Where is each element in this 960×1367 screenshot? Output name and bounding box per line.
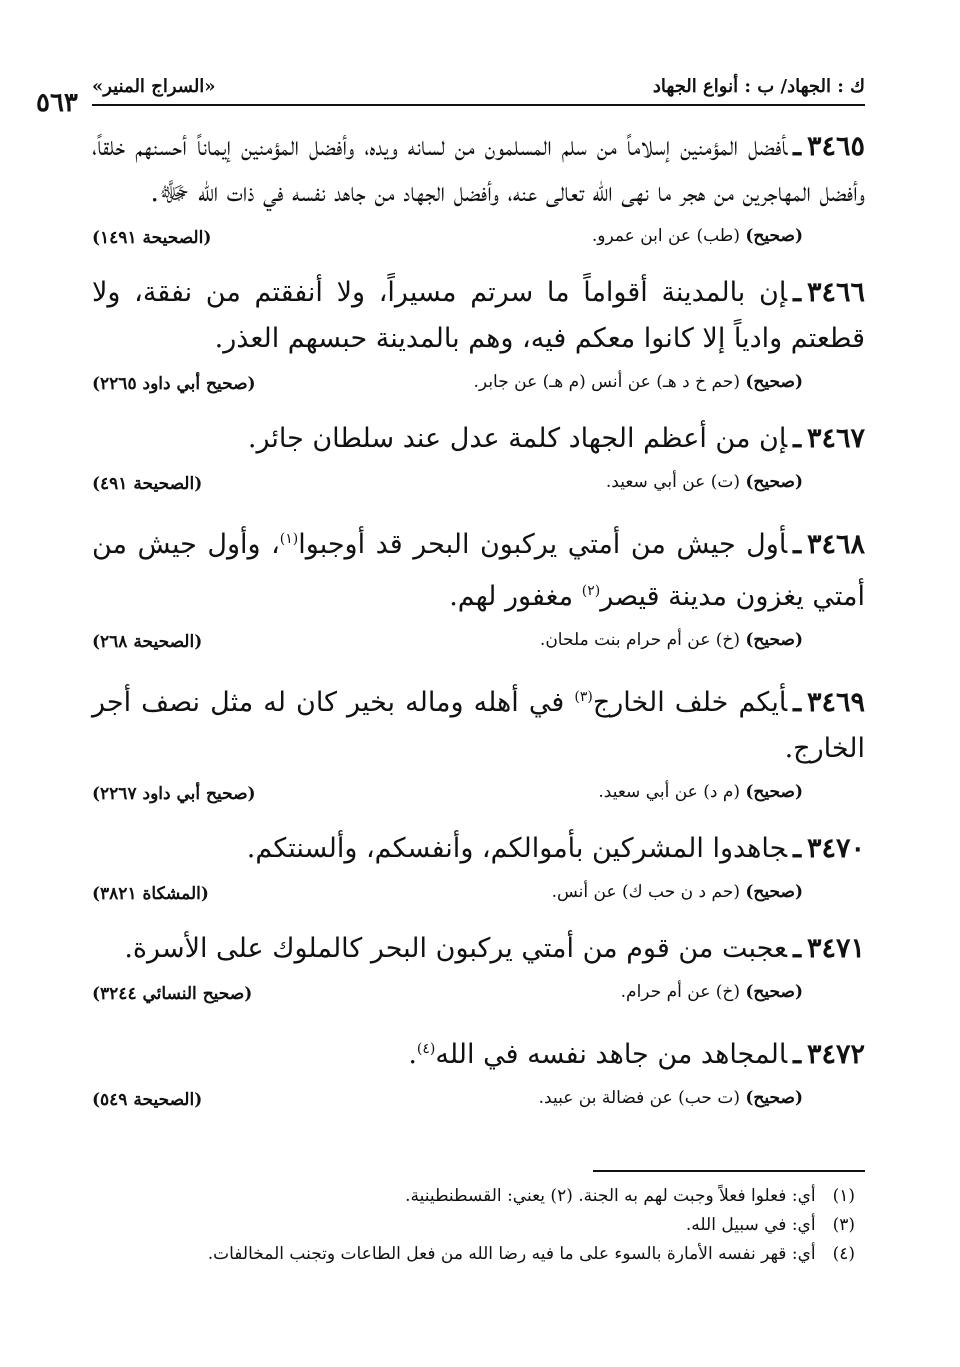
hadith-grading bbox=[92, 882, 803, 916]
hadith-source: (صحيح النسائي ٣٢٤٤) bbox=[92, 984, 253, 1004]
hadith-number: ٣٤٧٢ bbox=[806, 1039, 865, 1070]
hadith-number: ٣٤٦٦ bbox=[806, 277, 865, 308]
hadith-body-cont: في أهله وماله بخير كان له مثل نصف أجر الخارج. bbox=[92, 687, 865, 764]
hadith-grading bbox=[92, 472, 803, 506]
hadith-body: أفضل المؤمنين إسلاماً من سلم المسلمون من لسانه ويده، وأفضل المؤمنين إيماناً أحسنهم خلقاً، وأفضل المهاجرين من هجر ما نهى الله تعالى عنه، وأفضل الجهاد من جاهد نفسه في ذات الله ﷻ. bbox=[92, 131, 865, 208]
footnote bbox=[92, 1211, 855, 1240]
hadith-number: ٣٤٦٥ bbox=[806, 131, 865, 162]
footnote-ref: (١) bbox=[279, 531, 299, 547]
hadith-text: ٣٤٦٨ـأول جيش من أمتي يركبون البحر قد أوجبوا$^{(١)}$، وأول جيش من أمتي يغزون مدينة قيصر$^{(٢)}$ مغفور لهم. bbox=[92, 529, 866, 612]
hadith-body: أيكم خلف الخارج bbox=[592, 687, 788, 718]
hadith-grade: (صحيح) bbox=[745, 982, 803, 1002]
hadith-entry bbox=[92, 270, 865, 406]
footnote bbox=[92, 1240, 855, 1269]
page-number: ٥٦٣ bbox=[36, 88, 78, 118]
hadith-narrator: (خ) عن أم حرام بنت ملحان. bbox=[539, 630, 740, 650]
footnote-ref: (٣) bbox=[574, 689, 593, 705]
hadith-body-end: مغفور لهم. bbox=[449, 581, 582, 612]
hadith-text: ٣٤٦٥ـأفضل المؤمنين إسلاماً من سلم المسلمون من لسانه ويده، وأفضل المؤمنين إيماناً أحسنهم خلقاً، وأفضل المهاجرين من هجر ما نهى الله تعالى عنه، وأفضل الجهاد من جاهد نفسه في ذات الله ﷻ. bbox=[92, 131, 865, 208]
hadith-source: (الصحيحة ٢٦٨) bbox=[92, 632, 203, 652]
book-title: «السراج المنير» bbox=[92, 76, 216, 97]
hadith-source: (الصحيحة ١٤٩١) bbox=[92, 228, 212, 248]
hadith-entry bbox=[92, 124, 865, 260]
hadith-grade: (صحيح) bbox=[745, 1088, 803, 1108]
header-rule bbox=[92, 104, 865, 106]
hadith-grade: (صحيح) bbox=[745, 372, 803, 392]
footnote-ref: (٢) bbox=[581, 583, 601, 599]
footnote-number: (٣) bbox=[832, 1215, 855, 1235]
hadith-narrator: (حم خ د هـ) عن أنس (م هـ) عن جابر. bbox=[473, 372, 740, 392]
footnotes bbox=[92, 1182, 855, 1269]
hadith-grade: (صحيح) bbox=[745, 472, 803, 492]
hadith-grading bbox=[92, 982, 803, 1016]
hadith-text: ٣٤٧٠ـجاهدوا المشركين بأموالكم، وأنفسكم، وألسنتكم. bbox=[246, 833, 865, 864]
hadith-entry bbox=[92, 926, 865, 1016]
hadith-grading bbox=[92, 372, 803, 406]
hadith-body: عجبت من قوم من أمتي يركبون البحر كالملوك على الأسرة. bbox=[124, 933, 788, 964]
hadith-body-cont: ، وأول جيش من أمتي يغزون مدينة قيصر bbox=[92, 529, 865, 612]
hadith-grade: (صحيح) bbox=[745, 882, 803, 902]
hadith-grade: (صحيح) bbox=[745, 782, 803, 802]
hadith-narrator: (ت) عن أبي سعيد. bbox=[605, 472, 740, 492]
hadith-grading bbox=[92, 226, 803, 260]
hadith-source: (المشكاة ٣٨٢١) bbox=[92, 884, 209, 904]
page-header bbox=[92, 72, 865, 106]
footnote-number: (٤) bbox=[832, 1244, 855, 1264]
hadith-body: إن من أعظم الجهاد كلمة عدل عند سلطان جائر. bbox=[247, 423, 788, 454]
hadith-body: إن بالمدينة أقواماً ما سرتم مسيراً، ولا أنفقتم من نفقة، ولا قطعتم وادياً إلا كانوا معكم فيه، وهم بالمدينة حبسهم العذر. bbox=[92, 277, 865, 354]
chapter-title: ك : الجهاد/ ب : أنواع الجهاد bbox=[652, 76, 865, 97]
hadith-narrator: (خ) عن أم حرام. bbox=[620, 982, 740, 1002]
hadith-body: المجاهد من جاهد نفسه في الله bbox=[435, 1039, 788, 1070]
hadith-grading bbox=[92, 630, 803, 664]
hadith-source: (صحيح أبي داود ٢٢٦٥) bbox=[92, 374, 256, 394]
footnote bbox=[92, 1182, 855, 1211]
hadith-source: (الصحيحة ٥٤٩) bbox=[92, 1090, 203, 1110]
footnote-number: (١) bbox=[832, 1186, 855, 1206]
hadith-list bbox=[92, 124, 865, 1132]
hadith-number: ٣٤٧١ bbox=[806, 933, 865, 964]
hadith-narrator: (حم د ن حب ك) عن أنس. bbox=[551, 882, 740, 902]
hadith-grading bbox=[92, 1088, 803, 1122]
hadith-entry bbox=[92, 416, 865, 506]
hadith-number: ٣٤٦٧ bbox=[806, 423, 865, 454]
footnote-text: أي: قهر نفسه الأمارة بالسوء على ما فيه رضا الله من فعل الطاعات وتجنب المخالفات. bbox=[207, 1244, 816, 1264]
hadith-text: ٣٤٧١ـعجبت من قوم من أمتي يركبون البحر كالملوك على الأسرة. bbox=[124, 933, 865, 964]
hadith-entry bbox=[92, 1026, 865, 1122]
footnote-ref: (٤) bbox=[416, 1041, 436, 1057]
hadith-text: ٣٤٦٦ـإن بالمدينة أقواماً ما سرتم مسيراً، ولا أنفقتم من نفقة، ولا قطعتم وادياً إلا كانوا معكم فيه، وهم بالمدينة حبسهم العذر. bbox=[92, 277, 865, 354]
hadith-text: ٣٤٧٢ـالمجاهد من جاهد نفسه في الله$^{(٤)}$. bbox=[408, 1039, 865, 1070]
hadith-entry bbox=[92, 516, 865, 664]
footnote-rule bbox=[593, 1170, 865, 1172]
hadith-number: ٣٤٦٨ bbox=[807, 529, 866, 560]
hadith-text: ٣٤٦٧ـإن من أعظم الجهاد كلمة عدل عند سلطان جائر. bbox=[247, 423, 865, 454]
hadith-narrator: (م د) عن أبي سعيد. bbox=[598, 782, 740, 802]
hadith-entry bbox=[92, 674, 865, 816]
hadith-source: (صحيح أبي داود ٢٢٦٧) bbox=[92, 784, 256, 804]
hadith-body: أول جيش من أمتي يركبون البحر قد أوجبوا bbox=[298, 529, 788, 560]
hadith-grading bbox=[92, 782, 803, 816]
hadith-narrator: (ت حب) عن فضالة بن عبيد. bbox=[538, 1088, 740, 1108]
hadith-number: ٣٤٧٠ bbox=[806, 833, 865, 864]
hadith-grade: (صحيح) bbox=[745, 630, 803, 650]
hadith-number: ٣٤٦٩ bbox=[806, 687, 865, 718]
hadith-text: ٣٤٦٩ـأيكم خلف الخارج$^{(٣)}$ في أهله وماله بخير كان له مثل نصف أجر الخارج. bbox=[92, 687, 865, 764]
hadith-source: (الصحيحة ٤٩١) bbox=[92, 474, 203, 494]
hadith-body: جاهدوا المشركين بأموالكم، وأنفسكم، وألسنتكم. bbox=[246, 833, 788, 864]
footnote-text: أي: في سبيل الله. bbox=[685, 1215, 816, 1235]
hadith-entry bbox=[92, 826, 865, 916]
hadith-grade: (صحيح) bbox=[745, 226, 803, 246]
footnote-text: أي: فعلوا فعلاً وجبت لهم به الجنة. (٢) يعني: القسطنطينية. bbox=[405, 1186, 816, 1206]
hadith-body-cont: . bbox=[408, 1039, 417, 1070]
hadith-narrator: (طب) عن ابن عمرو. bbox=[591, 226, 740, 246]
